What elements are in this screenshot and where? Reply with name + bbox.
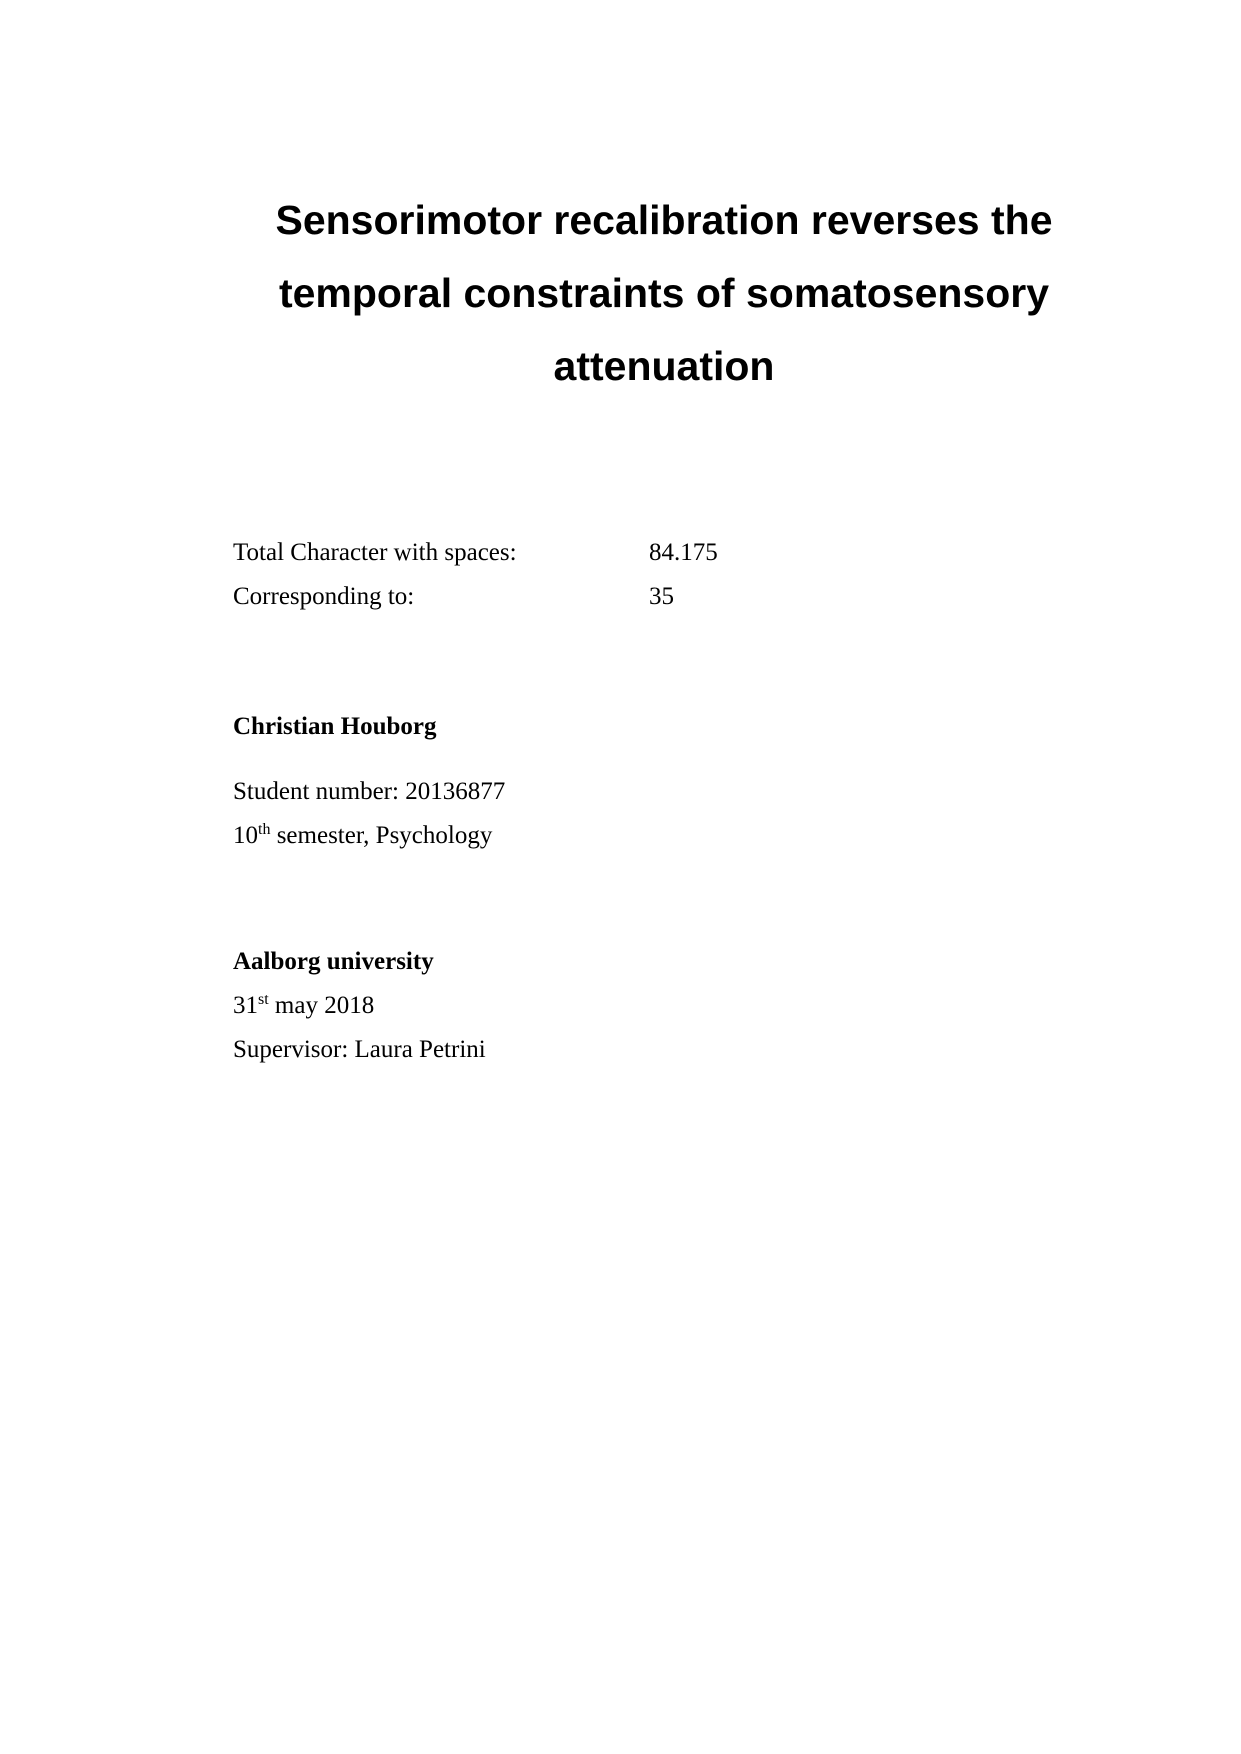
- university-name: Aalborg university: [233, 948, 434, 975]
- student-number-line: Student number: 20136877: [233, 778, 506, 805]
- stat-value-total-characters: 84.175: [649, 539, 718, 566]
- date-rest: may 2018: [268, 992, 375, 1019]
- stat-label-corresponding-to: Corresponding to:: [233, 583, 415, 610]
- semester-ordinal: th: [258, 821, 271, 838]
- semester-line: [233, 822, 492, 850]
- semester-rest: semester, Psychology: [270, 822, 493, 849]
- title-line-2: temporal constraints of somatosensory: [278, 270, 1050, 316]
- title-line-1: Sensorimotor recalibration reverses the: [275, 197, 1053, 243]
- author-name: Christian Houborg: [233, 713, 437, 740]
- date-ordinal: st: [258, 991, 269, 1008]
- date-number: 31: [233, 992, 258, 1019]
- stat-value-corresponding-to: 35: [649, 583, 674, 610]
- semester-number: 10: [233, 822, 258, 849]
- document-title: [233, 184, 1095, 403]
- supervisor-line: Supervisor: Laura Petrini: [233, 1036, 486, 1063]
- date-line: [233, 992, 374, 1020]
- stat-label-total-characters: Total Character with spaces:: [233, 539, 517, 566]
- title-line-3: attenuation: [553, 343, 775, 389]
